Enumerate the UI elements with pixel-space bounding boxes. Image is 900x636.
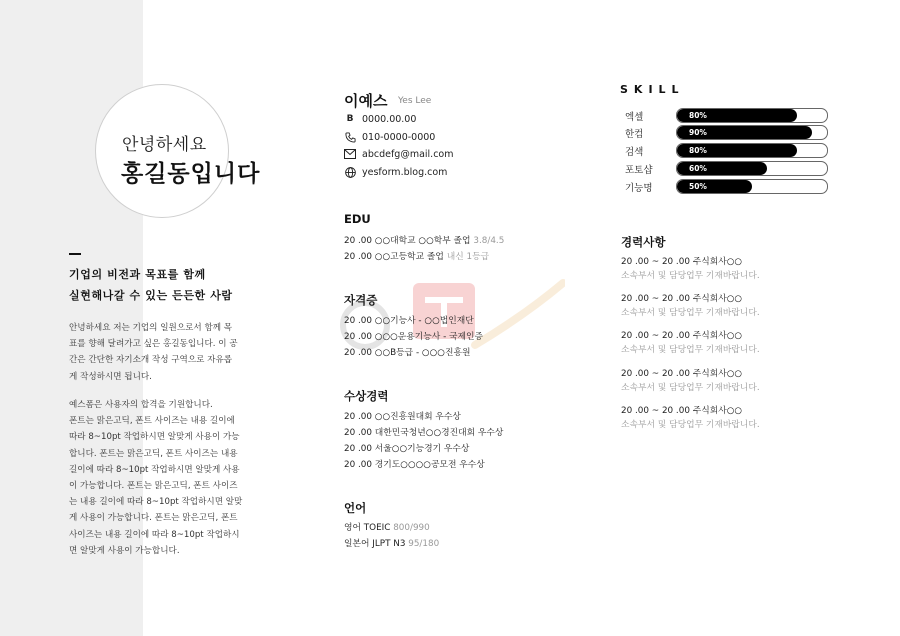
notes-line: 예스폼은 사용자의 합격을 기원합니다.: [69, 400, 213, 410]
skill-percent: 80%: [689, 146, 707, 155]
headline: 홍길동입니다: [121, 161, 261, 187]
notes-line: 길이에 따라 8~10pt 작업하시면 알맞게 사용: [69, 464, 240, 475]
mail-icon: [344, 148, 356, 160]
section-title-edu: EDU: [344, 212, 371, 226]
edu-row: 20 .00 ○○대학교 ○○학부 졸업 3.8/4.5: [344, 236, 505, 246]
language-row: 영어 TOEIC 800/990: [344, 523, 430, 533]
notes-line: 폰트는 맑은고딕, 폰트 사이즈는 내용 길이에: [69, 416, 235, 427]
contact-birthday: [344, 112, 416, 126]
skill-bar: [676, 108, 828, 123]
career-line: 20 .00 ~ 20 .00 주식회사○○: [621, 331, 743, 341]
skill-bar: [676, 161, 828, 176]
career-line: 20 .00 ~ 20 .00 주식회사○○: [621, 406, 743, 416]
career-line: 20 .00 ~ 20 .00 주식회사○○: [621, 257, 743, 267]
career-line: 20 .00 ~ 20 .00 주식회사○○: [621, 294, 743, 304]
cert-row: 20 .00 ○○기능사 - ○○법인재단: [344, 316, 474, 326]
skill-bar: [676, 125, 828, 140]
skill-title: SKILL: [620, 83, 685, 96]
contact-text: 010-0000-0000: [362, 131, 436, 143]
skill-row: [625, 125, 830, 140]
divider-dash: [69, 253, 81, 255]
contact-text: 0000.00.00: [362, 113, 417, 125]
contact-text: abcdefg@mail.com: [362, 148, 454, 160]
skill-label: 엑셀: [625, 112, 644, 123]
cert-row: 20 .00 ○○B등급 - ○○○진흥원: [344, 348, 471, 358]
skill-label: 한컴: [625, 129, 644, 140]
career-detail: 소속부서 및 담당업무 기재바랍니다.: [621, 420, 760, 430]
career-detail: 소속부서 및 담당업무 기재바랍니다.: [621, 271, 760, 281]
contact-email: [344, 147, 454, 161]
section-title-career: 경력사항: [621, 235, 666, 249]
motto-line: 실현해나갈 수 있는 든든한 사람: [69, 289, 233, 302]
birthday-icon: B: [346, 114, 354, 124]
skill-bar: [676, 179, 828, 194]
skill-row: [625, 108, 830, 123]
section-title-certs: 자격증: [344, 293, 378, 307]
award-row: 20 .00 서울○○기능경기 우수상: [344, 444, 470, 454]
notes-line: 합니다. 폰트는 맑은고딕, 폰트 사이즈는 내용: [69, 448, 238, 459]
intro-line: 안녕하세요 저는 기업의 일원으로서 함께 목: [69, 323, 233, 333]
cert-row: 20 .00 ○○○운용기능사 - 국제인증: [344, 332, 484, 342]
skill-bar: [676, 143, 828, 158]
skill-label: 기능명: [625, 183, 653, 194]
notes-line: 사이즈는 내용 길이에 따라 8~10pt 작업하시: [69, 529, 240, 540]
section-title-awards: 수상경력: [344, 389, 389, 403]
career-detail: 소속부서 및 담당업무 기재바랍니다.: [621, 345, 760, 355]
skill-label: 검색: [625, 147, 644, 158]
intro-line: 표를 향해 달려가고 싶은 홍길동입니다. 이 공: [69, 339, 238, 350]
skill-row: [625, 161, 830, 176]
notes-line: 는 내용 길이에 따라 8~10pt 작업하시면 알맞: [69, 497, 243, 508]
skill-row: [625, 179, 830, 194]
motto-line: 기업의 비전과 목표를 함께: [69, 268, 206, 281]
notes-line: 게 사용이 가능합니다. 폰트는 맑은고딕, 폰트: [69, 513, 238, 524]
intro-line: 간은 간단한 자기소개 작성 구역으로 자유롭: [69, 355, 233, 366]
contact-phone: [344, 130, 435, 144]
section-title-language: 언어: [344, 501, 367, 515]
skill-percent: 60%: [689, 164, 707, 173]
career-line: 20 .00 ~ 20 .00 주식회사○○: [621, 369, 743, 379]
award-row: 20 .00 경기도○○○○공모전 우수상: [344, 460, 485, 470]
language-row: 일본어 JLPT N3 95/180: [344, 539, 440, 549]
award-row: 20 .00 ○○진흥원대회 우수상: [344, 412, 461, 422]
career-detail: 소속부서 및 담당업무 기재바랍니다.: [621, 308, 760, 318]
skill-percent: 50%: [689, 182, 707, 191]
notes-paragraph: [69, 397, 276, 559]
skill-percent: 80%: [689, 111, 707, 120]
skill-label: 포토샵: [625, 165, 653, 176]
skill-row: [625, 143, 830, 158]
edu-row: 20 .00 ○○고등학교 졸업 내신 1등급: [344, 252, 490, 262]
contact-website: [344, 165, 447, 179]
notes-line: 따라 8~10pt 작업하시면 알맞게 사용이 가능: [69, 432, 240, 443]
greeting-text: 안녕하세요: [122, 135, 207, 155]
notes-line: 이 가능합니다. 폰트는 맑은고딕, 폰트 사이즈: [69, 481, 238, 492]
contact-text: yesform.blog.com: [362, 166, 448, 178]
profile-name: 이예스: [344, 92, 388, 110]
intro-line: 게 작성하시면 됩니다.: [69, 371, 152, 382]
intro-paragraph: [69, 320, 276, 385]
phone-icon: [344, 131, 356, 143]
skill-percent: 90%: [689, 128, 707, 137]
profile-english-name: Yes Lee: [398, 96, 432, 106]
globe-icon: [344, 166, 356, 178]
award-row: 20 .00 대한민국청년○○경진대회 우수상: [344, 428, 504, 438]
notes-line: 면 알맞게 사용이 가능합니다.: [69, 545, 180, 556]
career-detail: 소속부서 및 담당업무 기재바랍니다.: [621, 383, 760, 393]
